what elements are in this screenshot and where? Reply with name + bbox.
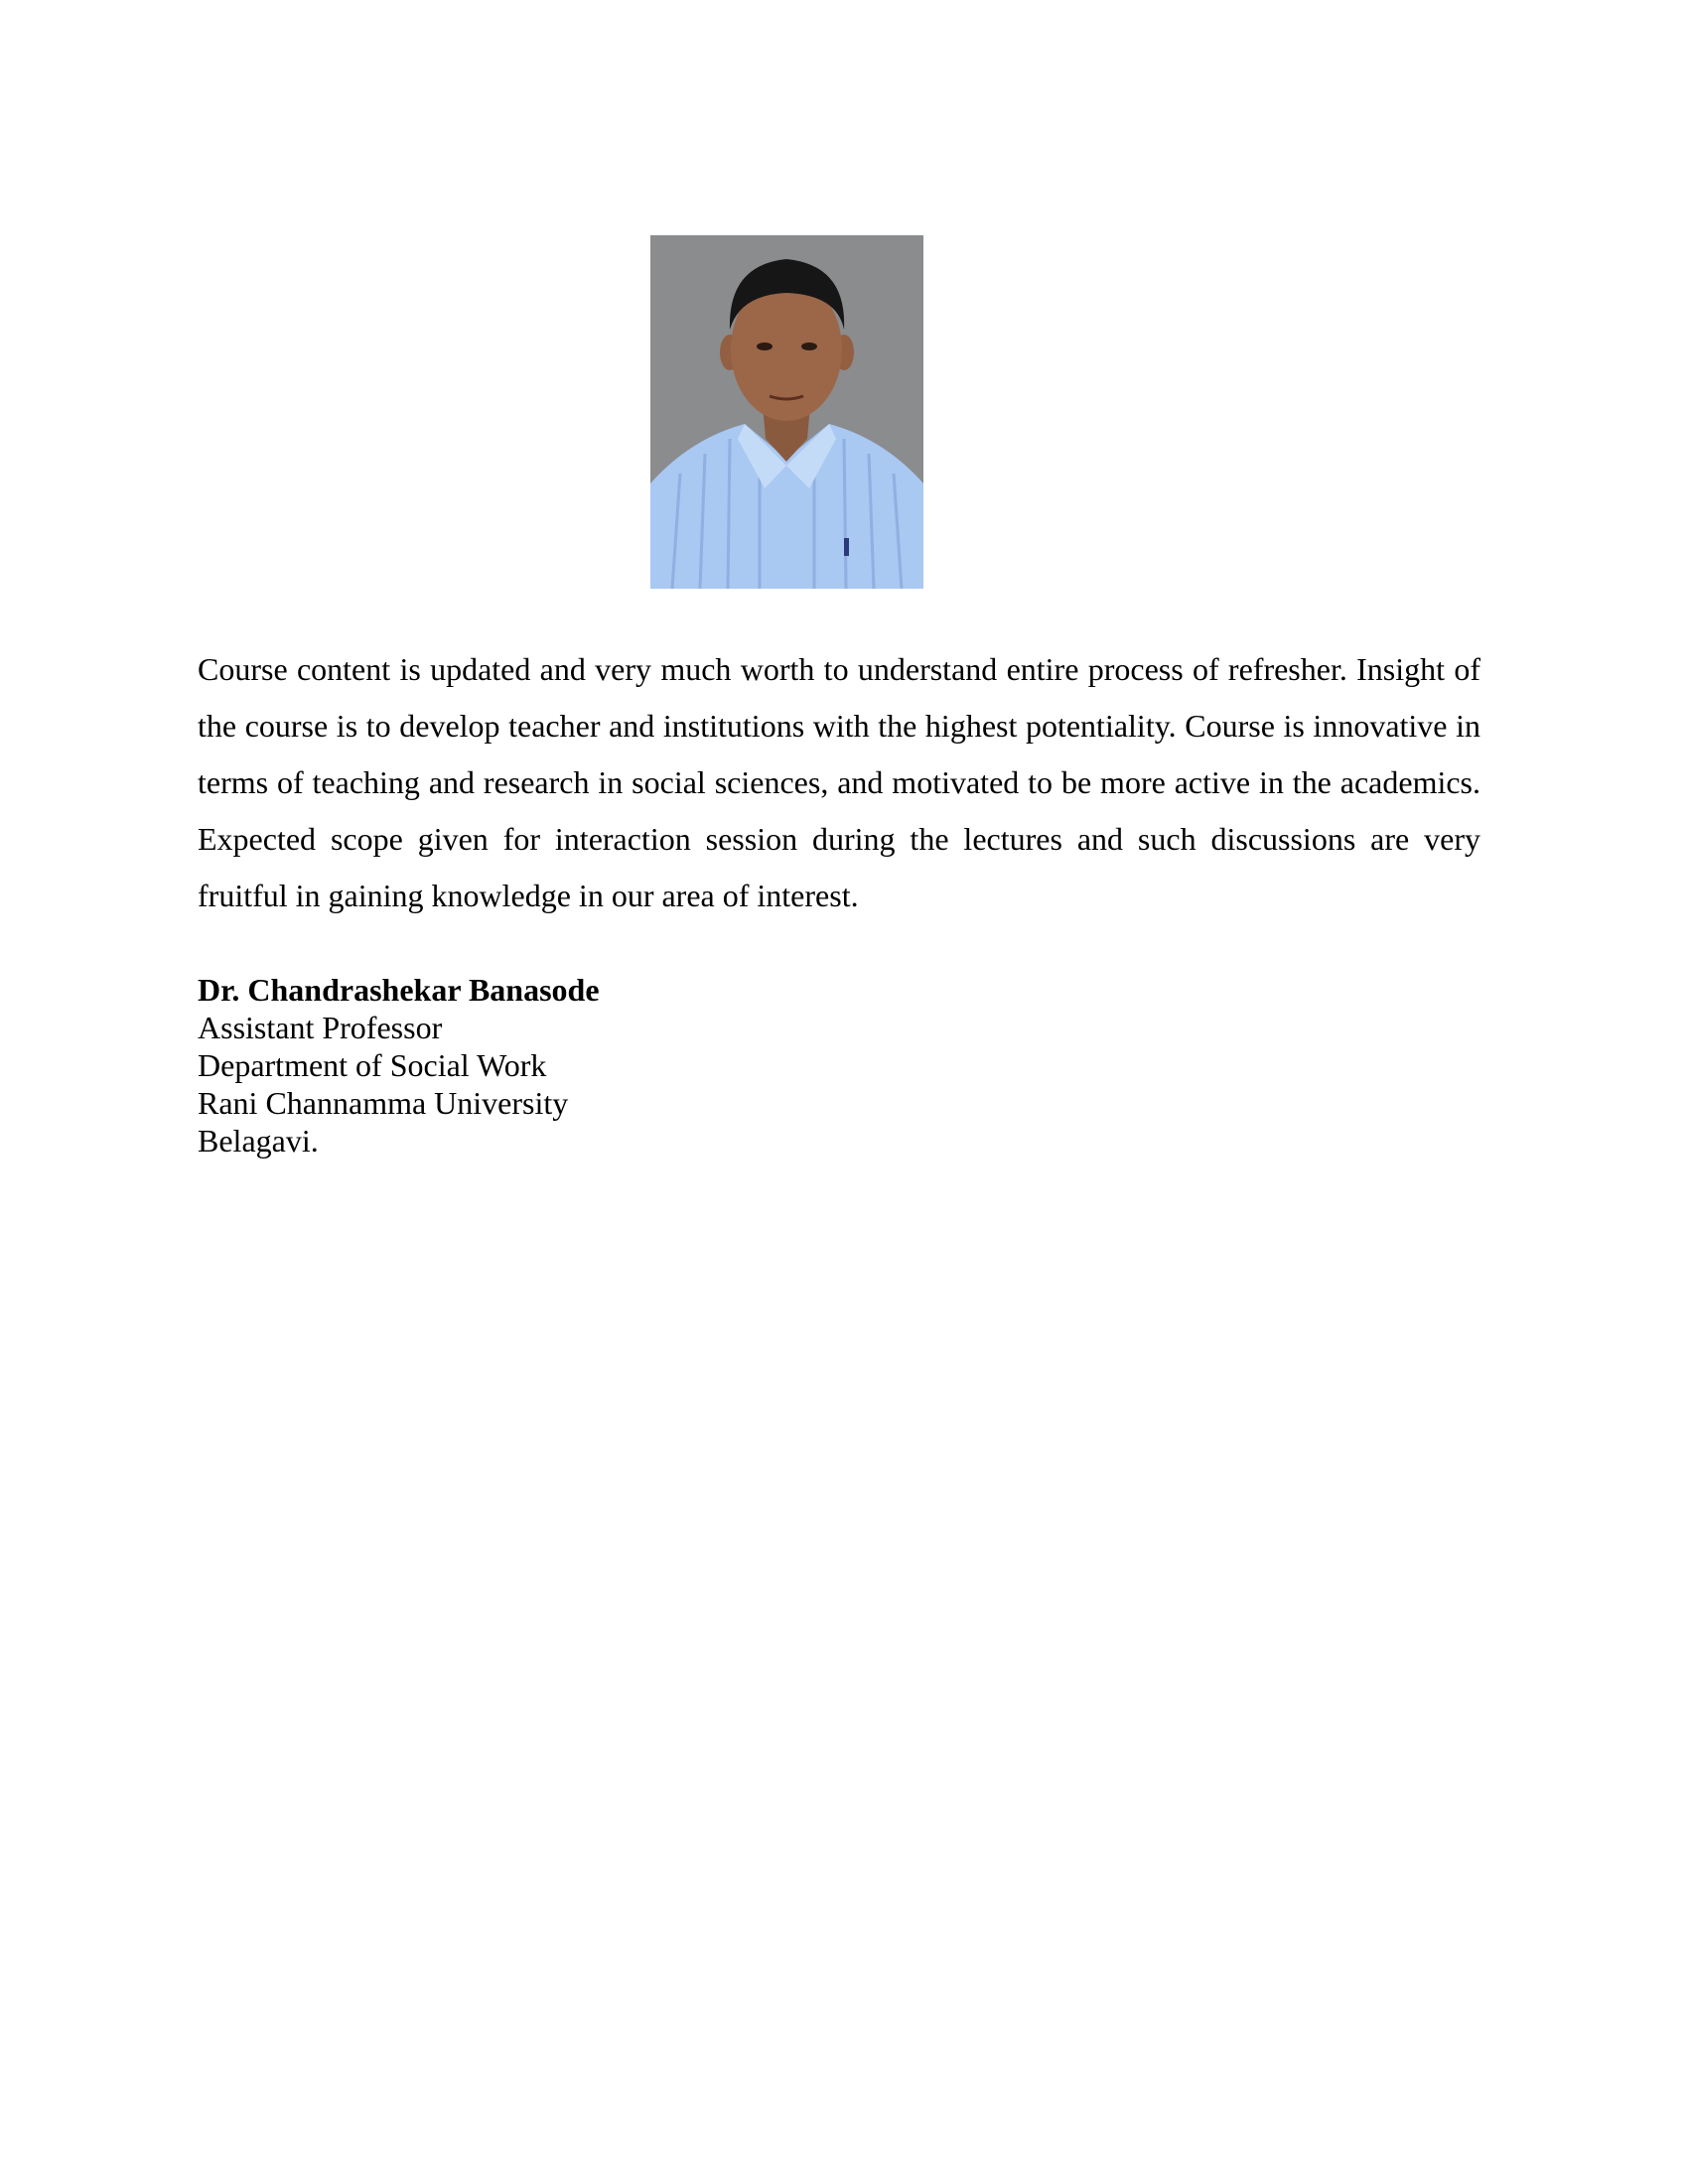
portrait-photo	[650, 235, 923, 589]
signatory-title: Assistant Professor	[198, 1010, 443, 1045]
signatory-name: Dr. Chandrashekar Banasode	[198, 972, 600, 1008]
signatory-institution: Rani Channamma University	[198, 1085, 569, 1121]
testimonial-text: Course content is updated and very much worth to understand entire process of refresher. Insight of the course is to develop teacher and institutions with the highest potentiality. Course is innovative in terms of teaching and research in social sciences, and motivated to be more active in the academics. Expected scope given for interaction session during the lectures and such discussions are very fruitful in gaining knowledge in our area of interest.	[198, 651, 1480, 913]
portrait-illustration	[650, 235, 923, 589]
signatory-city: Belagavi.	[198, 1123, 319, 1159]
signatory-department: Department of Social Work	[198, 1047, 547, 1083]
signature-block	[198, 971, 600, 1160]
